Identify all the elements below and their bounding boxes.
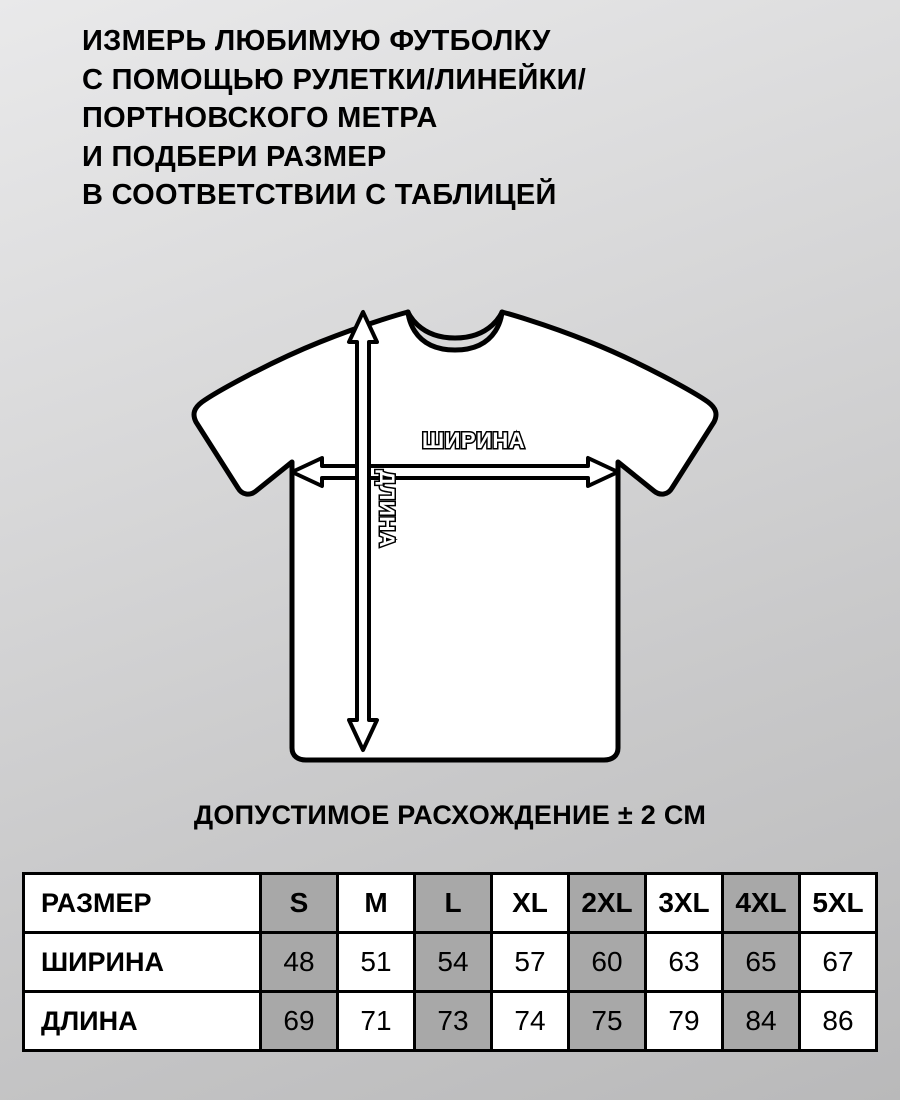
size-header-4xl: 4XL xyxy=(723,874,800,933)
width-value-l: 54 xyxy=(415,933,492,992)
row-header-length: ДЛИНА xyxy=(24,992,261,1051)
length-value-xl: 74 xyxy=(492,992,569,1051)
table-row-sizes xyxy=(24,874,877,933)
length-value-5xl: 86 xyxy=(800,992,877,1051)
headline-line-5: В СООТВЕТСТВИИ С ТАБЛИЦЕЙ xyxy=(82,179,557,212)
width-arrow-label: ШИРИНА xyxy=(422,428,526,453)
table-row-length xyxy=(24,992,877,1051)
width-value-3xl: 63 xyxy=(646,933,723,992)
size-table xyxy=(22,872,878,1052)
length-value-3xl: 79 xyxy=(646,992,723,1051)
width-value-m: 51 xyxy=(338,933,415,992)
length-value-s: 69 xyxy=(261,992,338,1051)
length-value-l: 73 xyxy=(415,992,492,1051)
row-header-width: ШИРИНА xyxy=(24,933,261,992)
size-header-5xl: 5XL xyxy=(800,874,877,933)
tolerance-note: ДОПУСТИМОЕ РАСХОЖДЕНИЕ ± 2 СМ xyxy=(193,800,707,830)
length-value-2xl: 75 xyxy=(569,992,646,1051)
width-value-4xl: 65 xyxy=(723,933,800,992)
length-value-4xl: 84 xyxy=(723,992,800,1051)
size-header-xl: XL xyxy=(492,874,569,933)
width-value-xl: 57 xyxy=(492,933,569,992)
width-value-s: 48 xyxy=(261,933,338,992)
headline-line-4: И ПОДБЕРИ РАЗМЕР xyxy=(82,140,387,173)
headline-line-2: С ПОМОЩЬЮ РУЛЕТКИ/ЛИНЕЙКИ/ xyxy=(82,63,587,96)
size-header-3xl: 3XL xyxy=(646,874,723,933)
tshirt-illustration xyxy=(170,280,740,780)
tshirt-diagram xyxy=(170,280,740,780)
width-value-2xl: 60 xyxy=(569,933,646,992)
size-header-2xl: 2XL xyxy=(569,874,646,933)
size-header-m: M xyxy=(338,874,415,933)
size-header-l: L xyxy=(415,874,492,933)
length-arrow-label: ДЛИНА xyxy=(375,470,398,548)
size-header-s: S xyxy=(261,874,338,933)
headline-line-1: ИЗМЕРЬ ЛЮБИМУЮ ФУТБОЛКУ xyxy=(82,25,551,57)
table-row-width xyxy=(24,933,877,992)
length-value-m: 71 xyxy=(338,992,415,1051)
row-header-size: РАЗМЕР xyxy=(24,874,261,933)
headline-line-3: ПОРТНОВСКОГО МЕТРА xyxy=(82,102,438,135)
width-value-5xl: 67 xyxy=(800,933,877,992)
headline-block xyxy=(82,22,842,215)
